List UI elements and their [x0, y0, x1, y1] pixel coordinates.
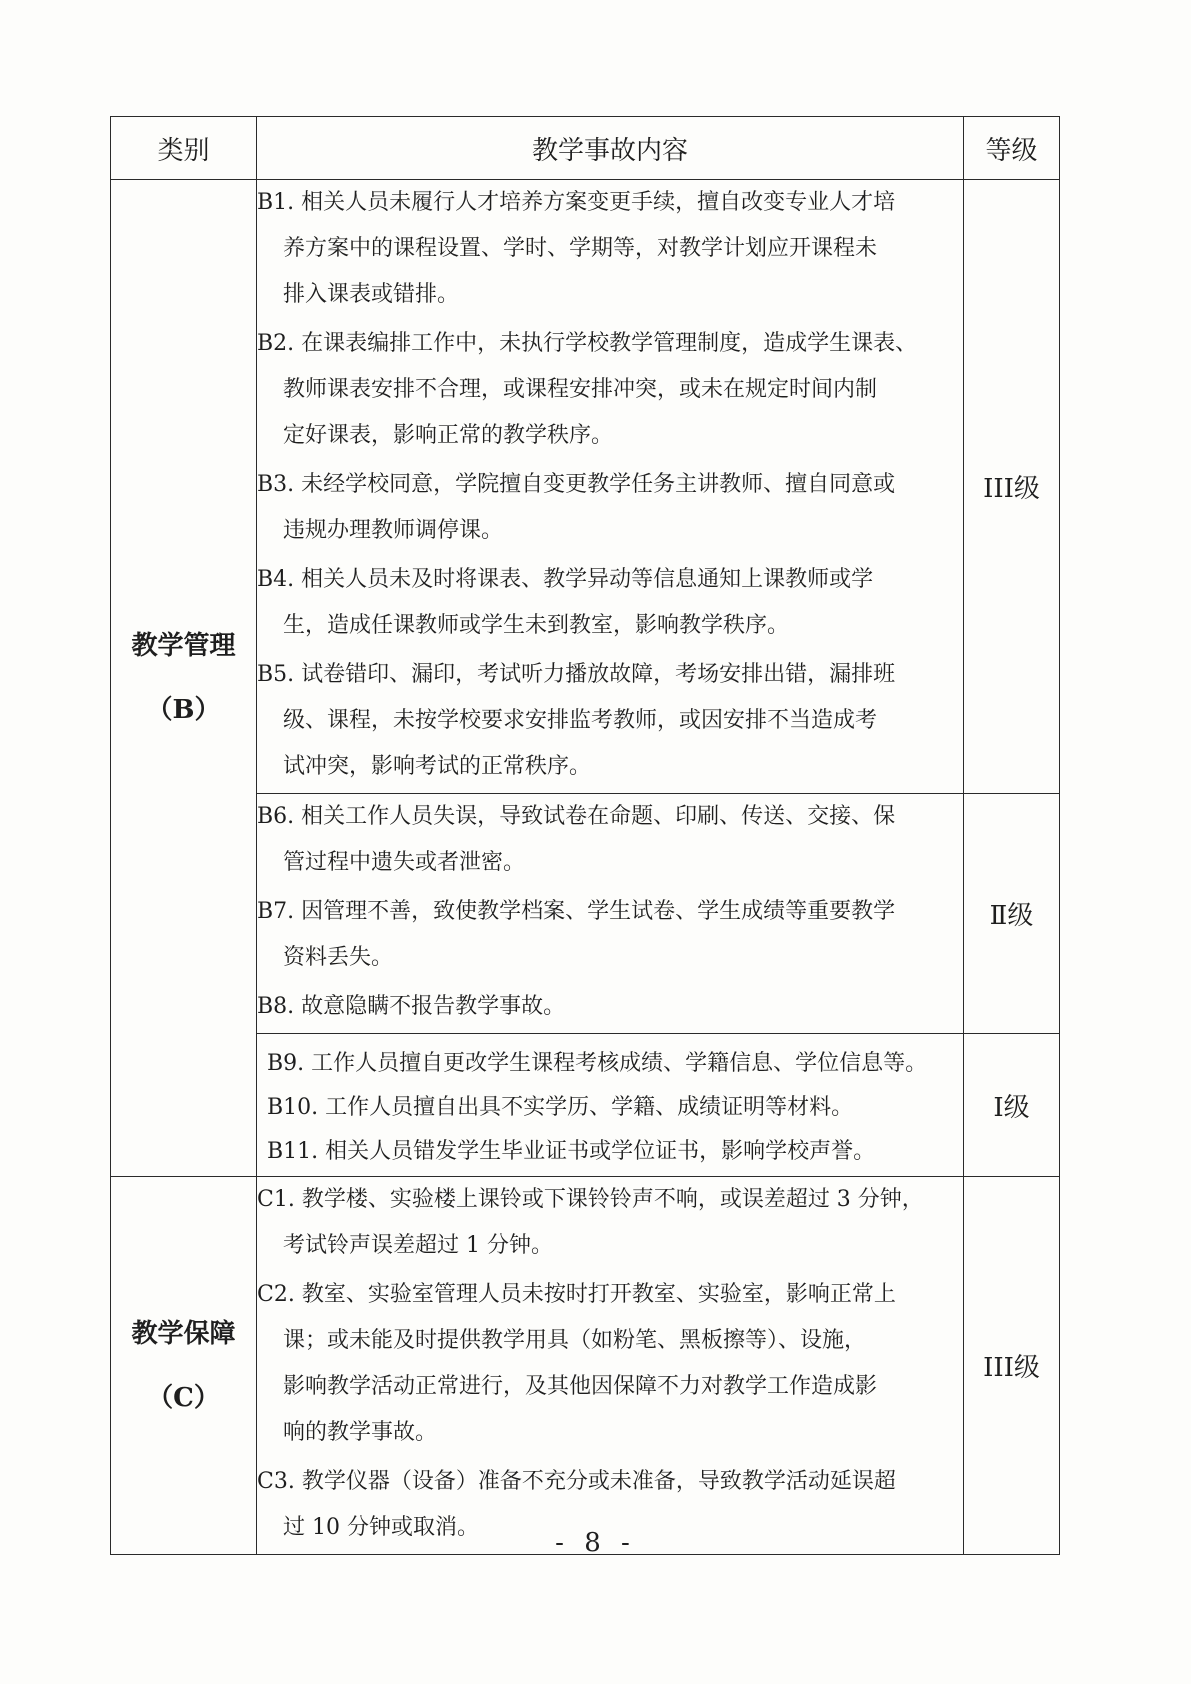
accident-item [257, 180, 963, 318]
accident-item-text: B3. 未经学校同意，学院擅自变更教学任务主讲教师、擅自同意或 [257, 472, 896, 497]
teaching-accident-table [110, 116, 1060, 1555]
category-code: （B） [146, 695, 221, 725]
accident-item-continuation: 养方案中的课程设置、学时、学期等，对教学计划应开课程未 [283, 236, 878, 261]
grade-cell: III级 [964, 180, 1060, 794]
accident-item-continuation: 试冲突，影响考试的正常秩序。 [283, 754, 592, 779]
category-code: （C） [147, 1382, 220, 1413]
accident-item-text: B6. 相关工作人员失误，导致试卷在命题、印刷、传送、交接、保 [257, 804, 896, 829]
accident-item-continuation: 课；或未能及时提供教学用具（如粉笔、黑板擦等）、设施， [283, 1328, 867, 1353]
accident-item-continuation: 响的教学事故。 [283, 1420, 438, 1445]
accident-item [257, 652, 963, 790]
accident-item-continuation: 考试铃声误差超过 1 分钟。 [283, 1233, 553, 1258]
accident-item [257, 984, 963, 1030]
accident-items-cell [257, 1034, 964, 1177]
accident-item-text: C1. 教学楼、实验楼上课铃或下课铃铃声不响，或误差超过 3 分钟， [257, 1187, 924, 1212]
accident-item-continuation: 资料丢失。 [283, 945, 394, 970]
accident-item-continuation: 级、课程，未按学校要求安排监考教师，或因安排不当造成考 [283, 708, 878, 733]
table-row [111, 180, 1060, 794]
accident-item-continuation: 管过程中遗失或者泄密。 [283, 850, 526, 875]
table-body [111, 180, 1060, 1555]
accident-item-continuation: 排入课表或错排。 [283, 282, 460, 307]
accident-item-text: B10. 工作人员擅自出具不实学历、学籍、成绩证明等材料。 [267, 1095, 854, 1120]
accident-item-text: B7. 因管理不善，致使教学档案、学生试卷、学生成绩等重要教学 [257, 899, 896, 924]
table-header-row [111, 117, 1060, 180]
accident-item-text: B8. 故意隐瞒不报告教学事故。 [257, 994, 566, 1019]
accident-item [257, 794, 963, 886]
category-name: 教学保障 [131, 1318, 236, 1349]
accident-items-cell [257, 180, 964, 794]
grade-cell: Ⅱ级 [964, 794, 1060, 1034]
accident-item-text: B11. 相关人员错发学生毕业证书或学位证书，影响学校声誉。 [267, 1139, 876, 1164]
accident-item-continuation: 定好课表，影响正常的教学秩序。 [283, 423, 614, 448]
category-cell [111, 1177, 257, 1555]
category-cell [111, 180, 257, 1177]
accident-items-cell [257, 794, 964, 1034]
accident-item-text: B5. 试卷错印、漏印，考试听力播放故障，考场安排出错，漏排班 [257, 662, 896, 687]
accident-item [267, 1042, 955, 1086]
page-number: - 8 - [555, 1528, 636, 1558]
accident-item-continuation: 教师课表安排不合理，或课程安排冲突，或未在规定时间内制 [283, 377, 878, 402]
accident-item-continuation: 违规办理教师调停课。 [283, 518, 504, 543]
accident-item [267, 1086, 955, 1130]
accident-item-continuation: 影响教学活动正常进行，及其他因保障不力对教学工作造成影 [283, 1374, 878, 1399]
accident-item-continuation: 生，造成任课教师或学生未到教室，影响教学秩序。 [283, 613, 790, 638]
header-category: 类别 [111, 117, 257, 180]
accident-item [257, 1272, 963, 1456]
accident-item [267, 1130, 955, 1174]
grade-cell: Ⅰ级 [964, 1034, 1060, 1177]
accident-items-cell [257, 1177, 964, 1555]
accident-item [257, 557, 963, 649]
accident-item-continuation: 过 10 分钟或取消。 [283, 1515, 479, 1540]
header-grade: 等级 [964, 117, 1060, 180]
accident-item [257, 1177, 963, 1269]
accident-item [257, 462, 963, 554]
accident-item-text: B9. 工作人员擅自更改学生课程考核成绩、学籍信息、学位信息等。 [267, 1051, 928, 1076]
grade-cell: III级 [964, 1177, 1060, 1555]
accident-item-text: B2. 在课表编排工作中，未执行学校教学管理制度，造成学生课表、 [257, 331, 918, 356]
accident-item-text: C2. 教室、实验室管理人员未按时打开教室、实验室，影响正常上 [257, 1282, 896, 1307]
accident-item [257, 321, 963, 459]
table-row [111, 1177, 1060, 1555]
category-name: 教学管理 [131, 631, 236, 661]
accident-item [257, 889, 963, 981]
accident-item-text: B1. 相关人员未履行人才培养方案变更手续，擅自改变专业人才培 [257, 190, 896, 215]
accident-item-text: B4. 相关人员未及时将课表、教学异动等信息通知上课教师或学 [257, 567, 874, 592]
accident-item-text: C3. 教学仪器（设备）准备不充分或未准备，导致教学活动延误超 [257, 1469, 896, 1494]
header-content: 教学事故内容 [257, 117, 964, 180]
